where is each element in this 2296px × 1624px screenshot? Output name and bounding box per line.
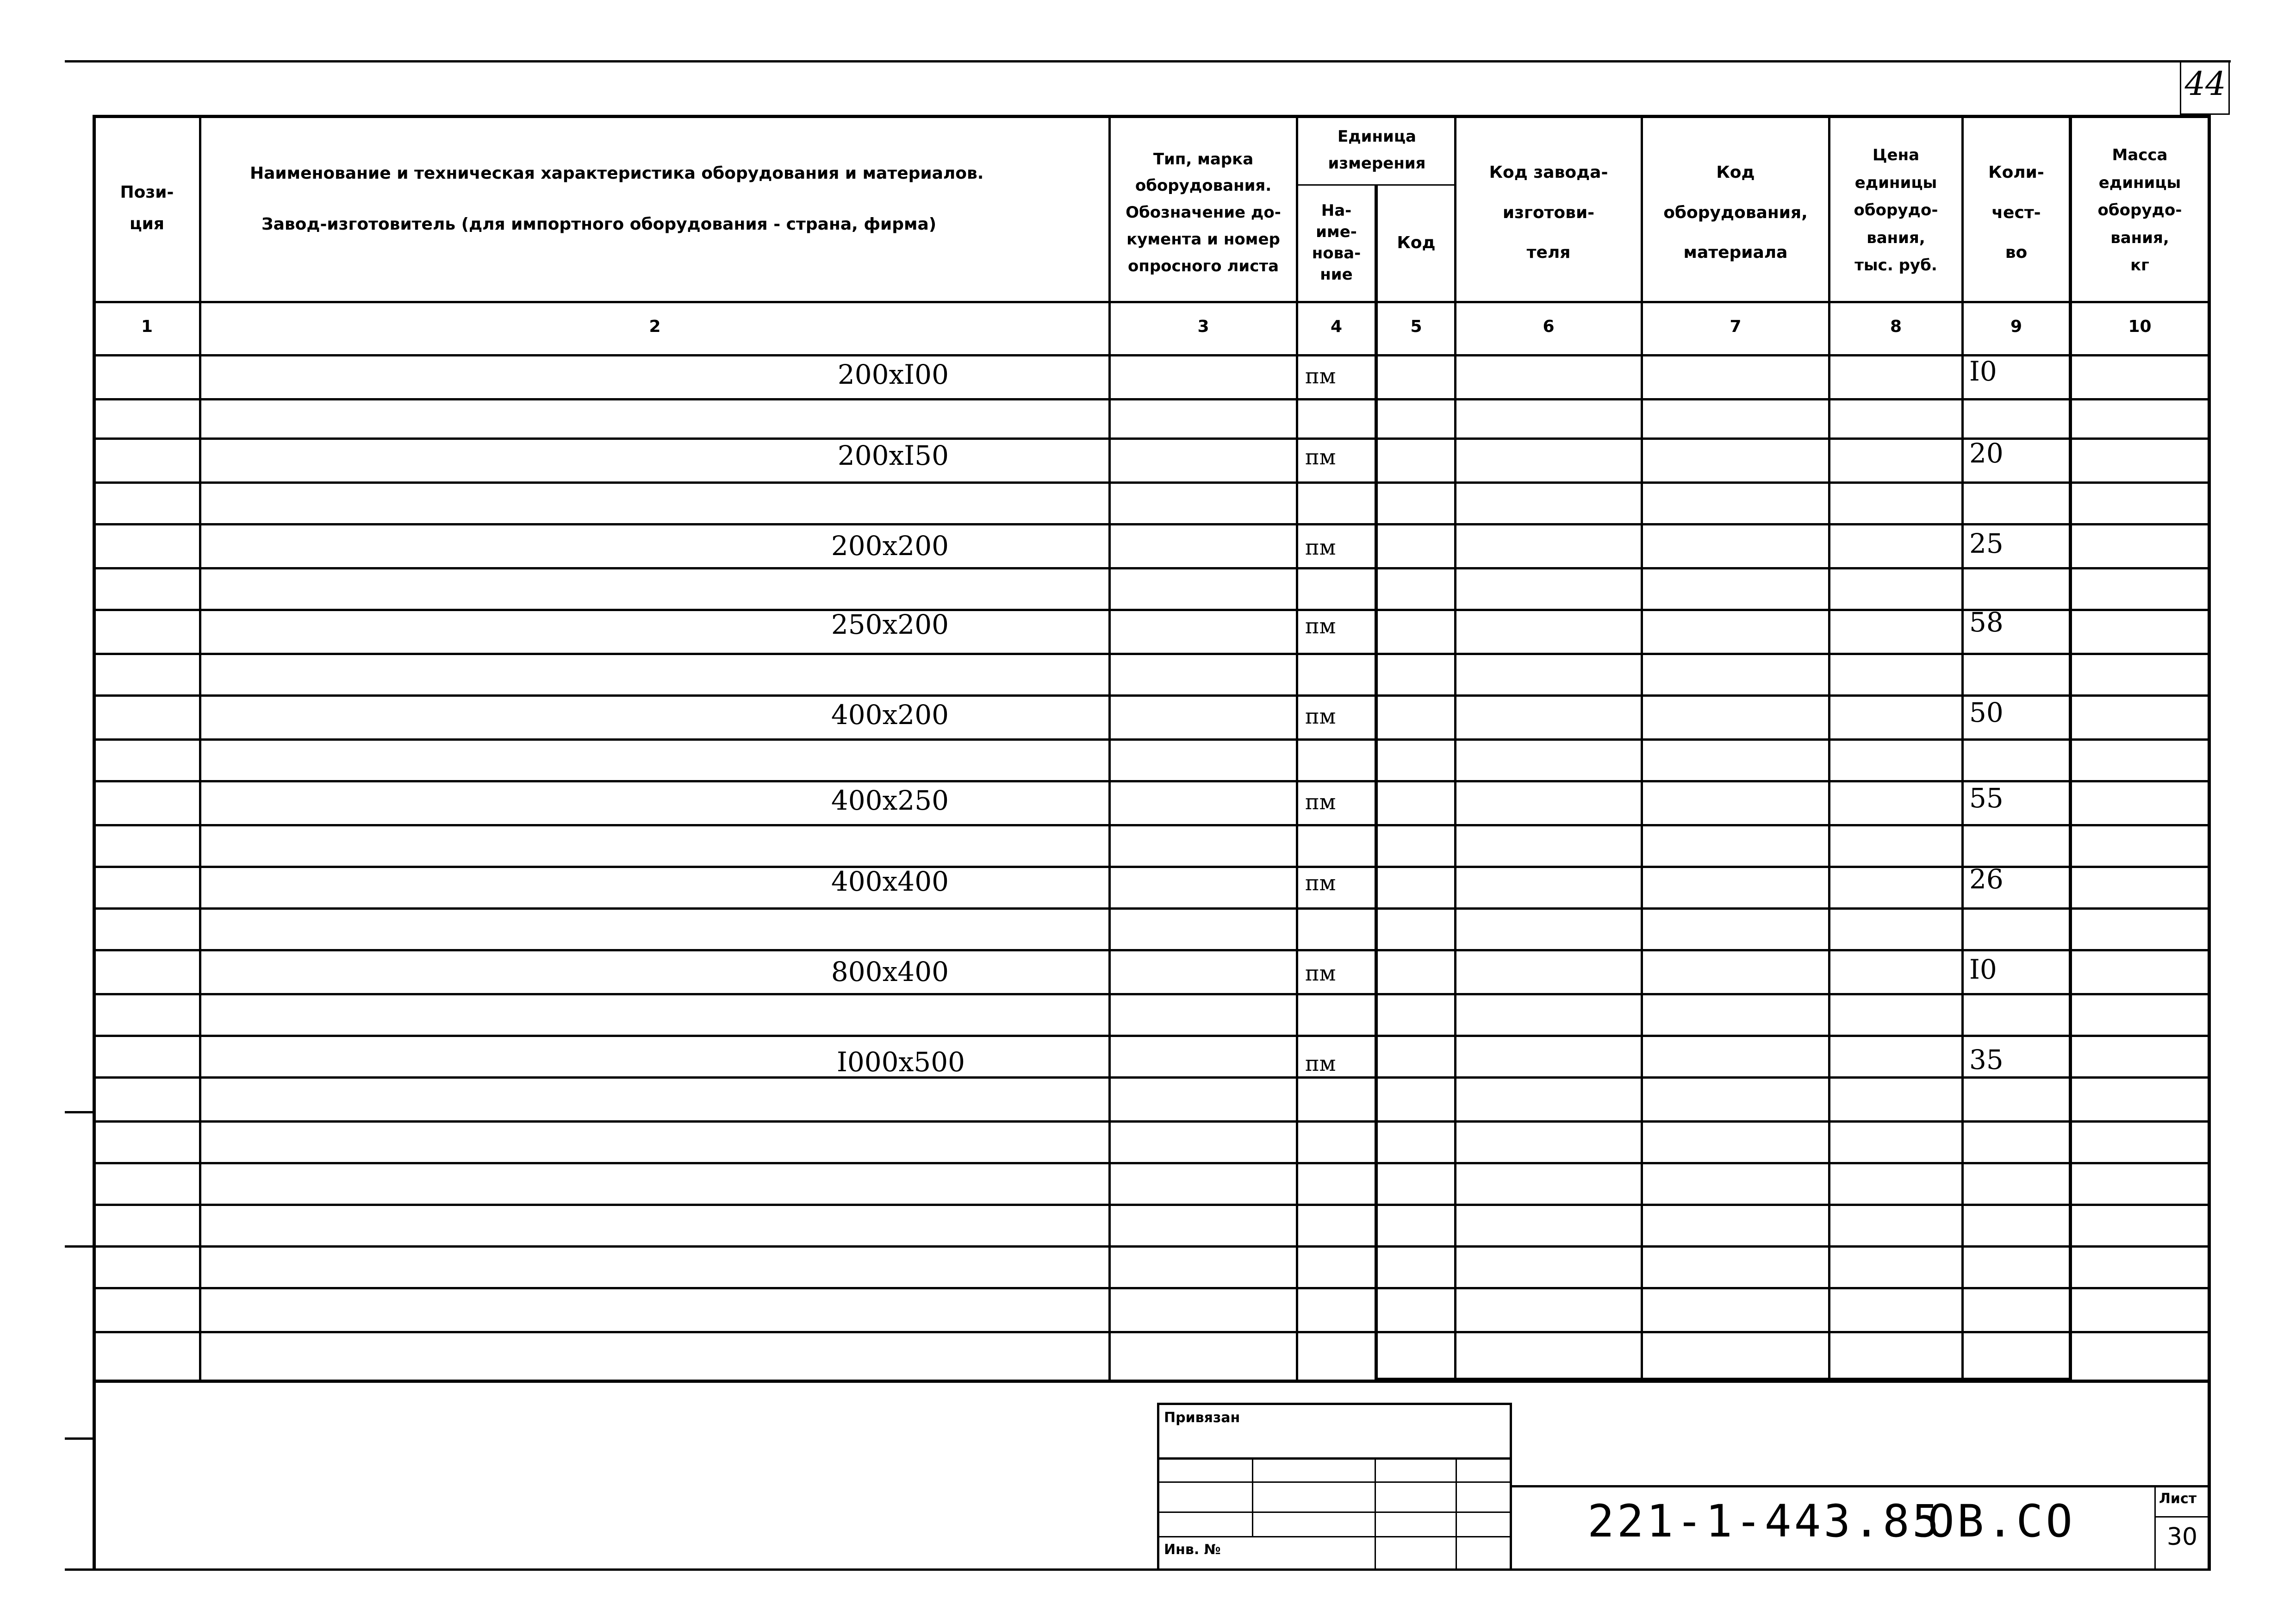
stamp-left-line: [1157, 1403, 1159, 1568]
table-right-border: [2208, 115, 2211, 1568]
row-line-23: [93, 1331, 2208, 1333]
header-name-line2: Завод-изготовитель (для импортного оборудования - страна, фирма): [261, 214, 937, 234]
stamp-col-2: [1375, 1457, 1376, 1568]
col-number-7: 7: [1730, 317, 1742, 336]
row-line-8: [93, 694, 2208, 697]
row-8-unit: пм: [1305, 961, 1336, 986]
col-number-2: 2: [649, 317, 661, 336]
header-equipment-code: Код оборудования, материала: [1663, 163, 1808, 262]
row-8-name: 800x400: [831, 956, 949, 987]
row-1-name: 200xI00: [837, 359, 949, 390]
side-tick-3: [65, 1437, 93, 1440]
header-unit-group: Единица измерения: [1328, 127, 1426, 173]
row-7-qty: 26: [1969, 863, 2004, 895]
row-line-19: [93, 1162, 2208, 1164]
header-name-line1: Наименование и техническая характеристика оборудования и материалов.: [250, 163, 984, 183]
header-factory-code: Код завода- изготови- теля: [1489, 163, 1608, 262]
row-2-name: 200xI50: [837, 440, 949, 471]
row-8-qty: I0: [1969, 954, 1997, 985]
col-divider-4: [1375, 184, 1378, 1381]
col-divider-5: [1454, 115, 1456, 1381]
side-tick-2: [65, 1245, 93, 1248]
col-divider-3: [1296, 115, 1298, 1381]
header-unit-code: Код: [1397, 233, 1436, 252]
row-2-qty: 20: [1969, 437, 2004, 469]
row-line-6: [93, 609, 2208, 611]
col-number-9: 9: [2010, 317, 2022, 336]
row-1-qty: I0: [1969, 356, 1997, 387]
col-divider-6: [1641, 115, 1643, 1381]
row-4-name: 250x200: [831, 609, 949, 640]
document-code: 221-1-443.85: [1587, 1495, 1942, 1547]
row-9-qty: 35: [1969, 1044, 2004, 1075]
row-1-unit: пм: [1305, 363, 1336, 388]
row-3-unit: пм: [1305, 535, 1336, 560]
col-number-6: 6: [1543, 317, 1555, 336]
row-9-name: I000x500: [836, 1046, 965, 1078]
col-divider-2: [1108, 115, 1111, 1381]
col-number-1: 1: [141, 317, 153, 336]
stamp-line-1: [1157, 1457, 1511, 1460]
col-number-5: 5: [1410, 317, 1422, 336]
row-9-unit: пм: [1305, 1051, 1336, 1076]
row-line-7: [93, 653, 2208, 655]
row-line-14: [93, 949, 2208, 951]
header-quantity: Коли- чест- во: [1988, 163, 2044, 262]
col-number-8: 8: [1890, 317, 1902, 336]
side-tick-1: [65, 1111, 93, 1113]
row-7-name: 400x400: [831, 866, 949, 897]
title-block-line: [1511, 1485, 2210, 1487]
page-number-box-left: [2180, 62, 2181, 115]
row-line-4: [93, 523, 2208, 525]
row-6-unit: пм: [1305, 789, 1336, 814]
col-divider-1: [199, 115, 201, 1381]
row-4-unit: пм: [1305, 613, 1336, 638]
header-unit-price: Цена единицы оборудо- вания, тыс. руб.: [1854, 146, 1938, 275]
row-line-9: [93, 738, 2208, 741]
row-line-1: [93, 398, 2208, 400]
stamp-col-3: [1456, 1457, 1457, 1568]
row-5-name: 400x200: [831, 699, 949, 731]
sheet-number: 30: [2166, 1523, 2198, 1551]
col-number-4: 4: [1330, 317, 1343, 336]
stamp-col-1: [1252, 1457, 1253, 1536]
stamp-line-3: [1157, 1512, 1511, 1513]
header-bottom-line: [93, 301, 2208, 303]
page-number: 44: [2184, 65, 2226, 103]
row-line-20: [93, 1204, 2208, 1206]
col-number-3: 3: [1197, 317, 1209, 336]
bottom-border-line: [65, 1568, 2211, 1571]
row-5-unit: пм: [1305, 704, 1336, 729]
stamp-line-2: [1157, 1481, 1511, 1483]
row-4-qty: 58: [1969, 606, 2004, 638]
row-5-qty: 50: [1969, 697, 2004, 728]
row-line-2: [93, 437, 2208, 440]
document-suffix: ОВ.СО: [1928, 1495, 2075, 1547]
row-line-15: [93, 993, 2208, 995]
sheet-label: Лист: [2159, 1491, 2197, 1507]
col-divider-7: [1828, 115, 1830, 1381]
row-3-qty: 25: [1969, 528, 2004, 559]
row-line-10: [93, 780, 2208, 782]
stamp-top-line: [1157, 1403, 1511, 1405]
sheet-box-left: [2154, 1485, 2156, 1568]
header-unit-mass: Масса единицы оборудо- вания, кг: [2097, 146, 2182, 275]
page-number-box-right: [2228, 62, 2230, 115]
header-unit-name: На- име- нова- ние: [1312, 201, 1361, 284]
row-2-unit: пм: [1305, 444, 1336, 469]
row-7-unit: пм: [1305, 870, 1336, 895]
row-line-12: [93, 866, 2208, 868]
row-line-21: [93, 1245, 2208, 1248]
stamp-attached-label: Привязан: [1164, 1410, 1240, 1426]
row-6-qty: 55: [1969, 782, 2004, 814]
row-line-16: [93, 1035, 2208, 1037]
row-line-17: [93, 1076, 2208, 1079]
row-line-13: [93, 907, 2208, 910]
row-line-18: [93, 1120, 2208, 1123]
stamp-line-4: [1157, 1536, 1511, 1537]
stamp-inventory-label: Инв. №: [1164, 1542, 1221, 1558]
row-line-11: [93, 824, 2208, 826]
col-divider-8: [1961, 115, 1964, 1381]
row-3-name: 200x200: [831, 530, 949, 562]
col-divider-9: [2069, 115, 2072, 1381]
table-top-border: [93, 115, 2208, 118]
header-type: Тип, марка оборудования. Обозначение до- кумента и номер опросного листа: [1126, 150, 1281, 275]
header-position: Пози- ция: [120, 182, 174, 233]
sheet-box-divider: [2154, 1516, 2209, 1518]
row-6-name: 400x250: [831, 785, 949, 816]
number-row-bottom-line: [93, 354, 2208, 356]
row-line-3: [93, 481, 2208, 484]
top-border-line: [65, 60, 2231, 62]
row-line-5: [93, 567, 2208, 569]
col5-9-bottom-line: [1375, 1378, 2072, 1381]
col-number-10: 10: [2128, 317, 2152, 336]
row-line-22: [93, 1287, 2208, 1289]
